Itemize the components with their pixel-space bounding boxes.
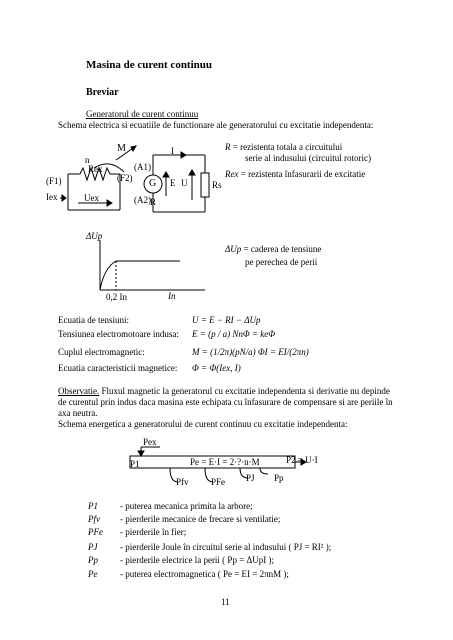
eq-formula-voltage: U = E − RI − ΔUp: [192, 315, 261, 325]
section-heading: Breviar: [86, 87, 119, 98]
graph-x-label: In: [168, 291, 176, 301]
f1-label: (F1): [46, 176, 62, 186]
def-sym-p1: P1: [88, 501, 98, 511]
emf-label: E: [170, 178, 176, 188]
def-text-pfv: - pierderile mecanice de frecare si ventilatie;: [120, 514, 281, 524]
uex-label: Uex: [84, 193, 99, 203]
page-number: 11: [221, 597, 230, 607]
rex-label: Rex: [88, 164, 103, 174]
energy-pfv: Pfv: [176, 477, 189, 487]
graph-tick-label: 0,2 In: [106, 292, 127, 302]
eq-label-voltage: Ecuatia de tensiuni:: [58, 315, 129, 325]
def-text-pe: - puterea electromagnetica ( Pe = EI = 2πnM );: [120, 569, 289, 579]
current-label: I: [171, 146, 174, 156]
energy-intro-text: Schema energetica a generatorului de curent continuu cu excitatie independenta:: [58, 419, 348, 429]
subsection-heading: Generatorul de curent continuu: [86, 109, 199, 119]
graph-note-1: ΔUp = caderea de tensiune: [225, 244, 322, 254]
energy-p2: P2 = U·I: [286, 455, 318, 465]
intro-text: Schema electrica si ecuatiile de functionare ale generatorului cu excitatie independenta:: [58, 120, 374, 130]
def-sym-pp: Pp: [88, 555, 98, 565]
def-text-pfe: - pierderile în fier;: [120, 527, 187, 537]
generator-label: G: [149, 178, 157, 189]
graph-y-label: ΔUp: [86, 231, 103, 241]
energy-p1: P1: [130, 459, 140, 469]
def-sym-pe: Pe: [88, 569, 98, 579]
eq-formula-emf: E = (p / a) NnΦ = keΦ: [192, 329, 276, 339]
eq-formula-torque: M = (1/2π)(pN/a) ΦI = EI/(2πn): [192, 347, 309, 357]
note-r: R = rezistenta totala a circuitului: [225, 142, 343, 152]
eq-label-torque: Cuplul electromagnetic:: [58, 347, 145, 357]
energy-pex: Pex: [143, 437, 157, 447]
iex-label: Iex: [46, 192, 58, 202]
eq-label-emf: Tensiunea electromotoare indusa:: [58, 329, 179, 339]
f2-label: (F2): [117, 173, 133, 183]
speed-label: n: [85, 155, 90, 165]
eq-label-magnetic: Ecuatia caracteristicii magnetice:: [58, 363, 178, 373]
voltage-label: U: [181, 178, 188, 188]
def-sym-pfv: Pfv: [88, 514, 100, 524]
def-text-pj: - pierderile Joule în circuitul serie al indusului ( PJ = RI² );: [120, 542, 332, 552]
observation-paragraph: Observatie. Fluxul magnetic la generatorul cu excitatie independenta si derivatie nu depinde de curentul prin indus daca masina este echipata cu înfasurare de compensare si are periile în axa neutra.: [58, 386, 393, 418]
note-r-cont: serie al indusului (circuitul rotoric): [245, 153, 371, 163]
a1-label: (A1): [134, 162, 151, 172]
note-rex: Rex = rezistenta înfasurarii de excitatie: [225, 169, 366, 179]
def-text-p1: - puterea mecanica primita la arbore;: [120, 501, 253, 511]
energy-pfe: PFe: [211, 477, 226, 487]
a2-label: (A2): [134, 195, 151, 205]
rs-label: Rs: [212, 180, 222, 190]
energy-pp: Pp: [274, 473, 284, 483]
eq-formula-magnetic: Φ = Φ(Iex, I): [192, 363, 241, 373]
def-sym-pj: PJ: [88, 542, 98, 552]
page-title: Masina de curent continuu: [86, 59, 213, 71]
prime-mover-label: M: [117, 143, 126, 154]
resistance-label: R: [150, 197, 157, 207]
energy-pj: PJ: [246, 473, 255, 483]
def-sym-pfe: PFe: [88, 527, 103, 537]
energy-pe: Pe = E·I = 2·?·n·M: [190, 457, 260, 467]
graph-note-2: pe perechea de perii: [245, 257, 318, 267]
def-text-pp: - pierderile electrice la perii ( Pp = ΔUpI );: [120, 555, 275, 565]
